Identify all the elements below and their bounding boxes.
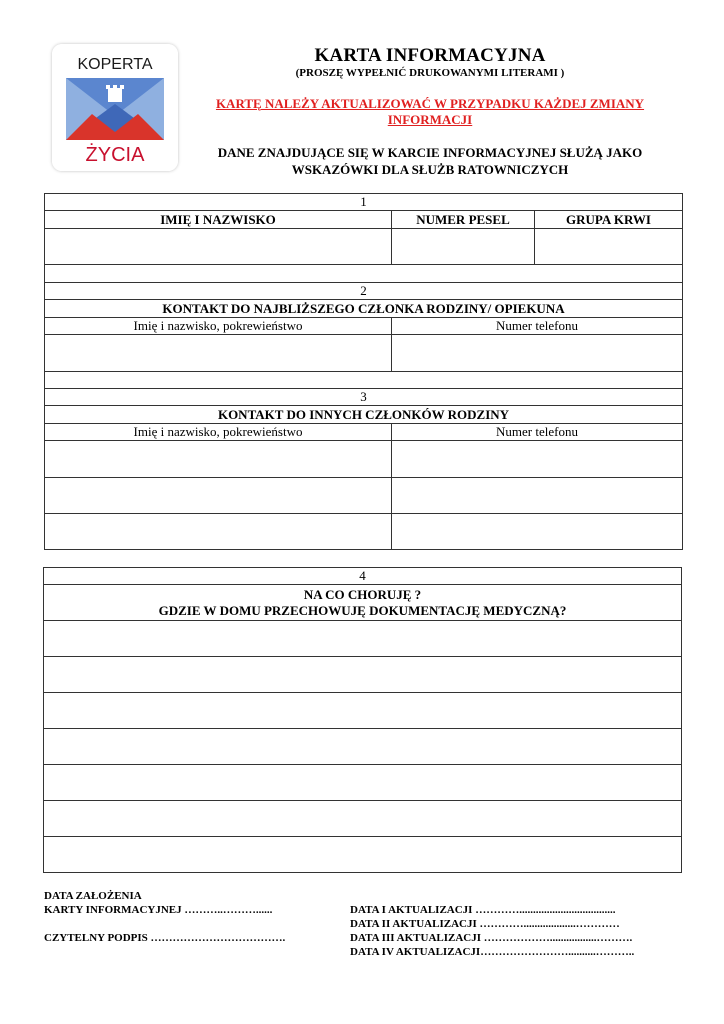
envelope-icon	[52, 44, 178, 171]
update-date-4-field[interactable]: DATA IV AKTUALIZACJI……………………..........………..	[350, 946, 635, 958]
medical-info-field[interactable]	[44, 765, 682, 801]
medical-info-field[interactable]	[44, 693, 682, 729]
page-subtitle: (PROSZĘ WYPEŁNIĆ DRUKOWANYMI LITERAMI )	[295, 67, 565, 79]
family-phone-field[interactable]	[392, 478, 683, 514]
rescue-info	[180, 144, 680, 178]
medical-info-field[interactable]	[44, 801, 682, 837]
section-title-other-family: KONTAKT DO INNYCH CZŁONKÓW RODZINY	[45, 406, 683, 424]
section-number: 1	[45, 194, 683, 211]
update-warning	[180, 96, 680, 128]
column-header-pesel: NUMER PESEL	[392, 211, 535, 229]
medical-title-line2: GDZIE W DOMU PRZECHOWUJĘ DOKUMENTACJĘ MEDYCZNĄ?	[158, 602, 567, 618]
section-number: 2	[45, 283, 683, 300]
medical-info-field[interactable]	[44, 837, 682, 873]
medical-info-field[interactable]	[44, 729, 682, 765]
date-created-field[interactable]: KARTY INFORMACYJNEJ ………..………......	[44, 904, 273, 916]
rescue-info-line1: DANE ZNAJDUJĄCE SIĘ W KARCIE INFORMACYJNEJ SŁUŻĄ JAKO	[217, 145, 643, 160]
family-phone-field[interactable]	[392, 514, 683, 550]
section-title-medical	[44, 585, 682, 621]
name-field[interactable]	[45, 229, 392, 265]
section-number: 4	[44, 568, 682, 585]
section-title-closest-contact: KONTAKT DO NAJBLIŻSZEGO CZŁONKA RODZINY/ OPIEKUNA	[45, 300, 683, 318]
medical-info-field[interactable]	[44, 657, 682, 693]
family-name-field[interactable]	[45, 441, 392, 478]
section-number: 3	[45, 389, 683, 406]
column-header-blood-type: GRUPA KRWI	[535, 211, 683, 229]
column-header-contact-name: Imię i nazwisko, pokrewieństwo	[45, 318, 392, 335]
logo-word-bottom: ŻYCIA	[85, 144, 145, 166]
spacer-row	[45, 372, 683, 389]
spacer-row	[45, 265, 683, 283]
page-title: KARTA INFORMACYJNA	[314, 45, 546, 66]
signature-field[interactable]: CZYTELNY PODPIS ……………………………….	[44, 932, 286, 944]
update-warning-line1: KARTĘ NALEŻY AKTUALIZOWAĆ W PRZYPADKU KAŻDEJ ZMIANY	[215, 96, 645, 111]
logo-word-top: KOPERTA	[77, 56, 153, 73]
medical-info-table	[43, 567, 682, 873]
family-name-field[interactable]	[45, 514, 392, 550]
pesel-field[interactable]	[392, 229, 535, 265]
blood-type-field[interactable]	[535, 229, 683, 265]
contact-name-field[interactable]	[45, 335, 392, 372]
column-header-family-name: Imię i nazwisko, pokrewieństwo	[45, 424, 392, 441]
medical-title-line1: NA CO CHORUJĘ ?	[303, 586, 422, 602]
update-warning-line2: INFORMACJI	[387, 112, 473, 127]
contact-phone-field[interactable]	[392, 335, 683, 372]
family-name-field[interactable]	[45, 478, 392, 514]
medical-info-field[interactable]	[44, 621, 682, 657]
update-date-2-field[interactable]: DATA II AKTUALIZACJI …………...................…………	[350, 918, 620, 930]
update-date-3-field[interactable]: DATA III AKTUALIZACJI ……………….................……….	[350, 932, 633, 944]
column-header-family-phone: Numer telefonu	[392, 424, 683, 441]
main-form-table	[44, 193, 683, 550]
date-created-label: DATA ZAŁOŻENIA	[44, 890, 142, 902]
column-header-name: IMIĘ I NAZWISKO	[45, 211, 392, 229]
koperta-zycia-logo	[52, 44, 178, 171]
update-date-1-field[interactable]: DATA I AKTUALIZACJI …………...................................	[350, 904, 616, 916]
column-header-contact-phone: Numer telefonu	[392, 318, 683, 335]
rescue-info-line2: WSKAZÓWKI DLA SŁUŻB RATOWNICZYCH	[291, 162, 569, 177]
family-phone-field[interactable]	[392, 441, 683, 478]
